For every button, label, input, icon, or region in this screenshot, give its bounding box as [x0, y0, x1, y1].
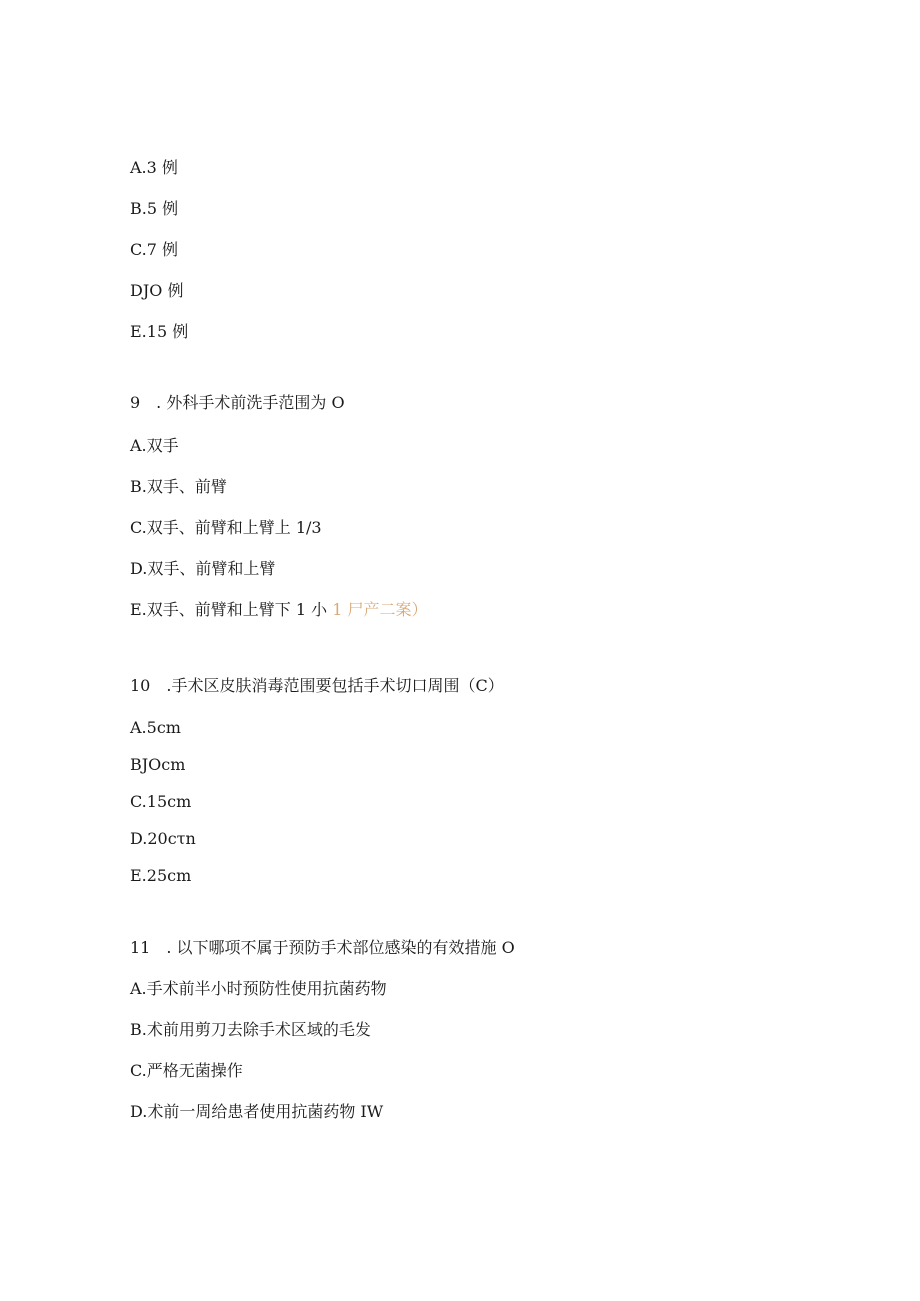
q9-option-e	[130, 600, 428, 620]
q8-option-e: E.15 例	[130, 322, 189, 341]
q8-option-c: C.7 例	[130, 240, 179, 259]
q11-option-c: C.严格无菌操作	[130, 1061, 243, 1080]
q10-option-c: C.15cm	[130, 792, 192, 811]
q8-option-a: A.3 例	[130, 158, 178, 177]
q8-option-d: DJO 例	[130, 281, 184, 300]
q11-option-d: D.术前一周给患者使用抗菌药物 IW	[130, 1102, 384, 1121]
q11-stem: 11 . 以下哪项不属于预防手术部位感染的有效措施 O	[130, 938, 515, 957]
q10-option-b: BJOcm	[130, 755, 186, 774]
q9-option-b: B.双手、前臂	[130, 477, 227, 496]
q11-option-a: A.手术前半小时预防性使用抗菌药物	[130, 979, 387, 998]
q10-stem: 10 .手术区皮肤消毒范围要包括手术切口周围（C）	[130, 676, 504, 695]
q10-option-d: D.20cτn	[130, 829, 196, 848]
q11-option-b: B.术前用剪刀去除手术区域的毛发	[130, 1020, 371, 1039]
q9-option-d: D.双手、前臂和上臂	[130, 559, 276, 578]
q10-option-e: E.25cm	[130, 866, 192, 885]
q8-option-b: B.5 例	[130, 199, 179, 218]
q10-option-a: A.5cm	[130, 718, 181, 737]
q9-stem: 9 . 外科手术前洗手范围为 O	[130, 393, 345, 412]
q9-option-e-text: E.双手、前臂和上臂下 1 小	[130, 600, 333, 619]
q9-option-a: A.双手	[130, 436, 179, 455]
q9-option-e-faded-text: 1 尸产二案）	[332, 600, 428, 619]
q9-option-c: C.双手、前臂和上臂上 1/3	[130, 518, 322, 537]
